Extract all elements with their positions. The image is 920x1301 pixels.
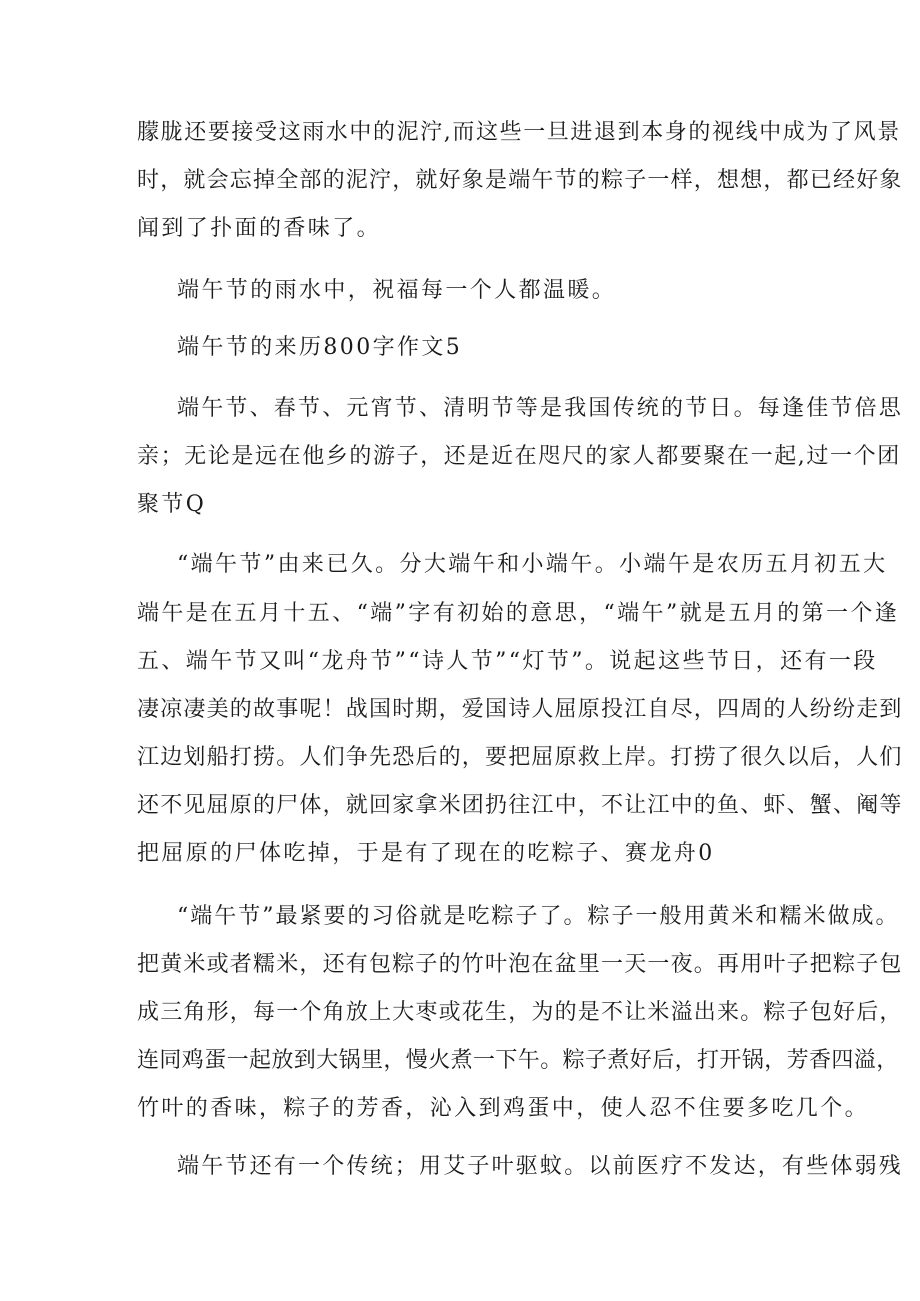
text-line: 成三角形，每一个角放上大枣或花生，为的是不让米溢出来。粽子包好后， — [137, 1000, 903, 1025]
text-line: “端午节”最紧要的习俗就是吃粽子了。粽子一般用黄米和糯米做成。 — [177, 904, 900, 929]
text-line: 连同鸡蛋一起放到大锅里，慢火煮一下午。粽子煮好后，打开锅，芳香四溢， — [137, 1048, 899, 1073]
text-line: 端午节的雨水中，祝福每一个人都温暖。 — [177, 278, 617, 303]
text-line: 时，就会忘掉全部的泥泞，就好象是端午节的粽子一样，想想，都已经好象 — [137, 168, 903, 193]
text-line: 把黄米或者糯米，还有包粽子的竹叶泡在盆里一天一夜。再用叶子把粽子包 — [137, 952, 903, 977]
text-line: 端午是在五月十五、“端”字有初始的意思，“端午”就是五月的第一个逢 — [137, 601, 900, 626]
text-line: 还不见屈原的尸体，就回家拿米团扔往江中，不让江中的鱼、虾、蟹、阉等 — [137, 793, 903, 818]
text-line: 把屈原的尸体吃掉，于是有了现在的吃粽子、赛龙舟0 — [137, 841, 715, 866]
text-line: 凄凉凄美的故事呢！战国时期，爱国诗人屈原投江自尽，四周的人纷纷走到 — [137, 697, 903, 722]
text-line: 竹叶的香味，粽子的芳香，沁入到鸡蛋中，使人忍不住要多吃几个。 — [137, 1096, 870, 1121]
text-line: 五、端午节又叫“龙舟节”“诗人节”“灯节”。说起这些节日，还有一段 — [137, 649, 878, 674]
text-line: 亲；无论是远在他乡的游子，还是近在咫尺的家人都要聚在一起,过一个团 — [137, 444, 901, 469]
text-line: 聚节Q — [137, 492, 207, 517]
section-heading: 端午节的来历800字作文5 — [177, 335, 463, 360]
text-line: 朦胧还要接受这雨水中的泥泞,而这些一旦进退到本身的视线中成为了风景 — [137, 120, 901, 145]
text-line: 端午节还有一个传统；用艾子叶驱蚊。以前医疗不发达，有些体弱残 — [177, 1154, 904, 1179]
text-line: 闻到了扑面的香味了。 — [137, 216, 382, 241]
text-line: 端午节、春节、元宵节、清明节等是我国传统的节日。每逢佳节倍思 — [177, 396, 904, 421]
text-line: 江边划船打捞。人们争先恐后的，要把屈原救上岸。打捞了很久以后，人们 — [137, 745, 903, 770]
text-line: “端午节”由来已久。分大端午和小端午。小端午是农历五月初五大 — [177, 552, 888, 577]
